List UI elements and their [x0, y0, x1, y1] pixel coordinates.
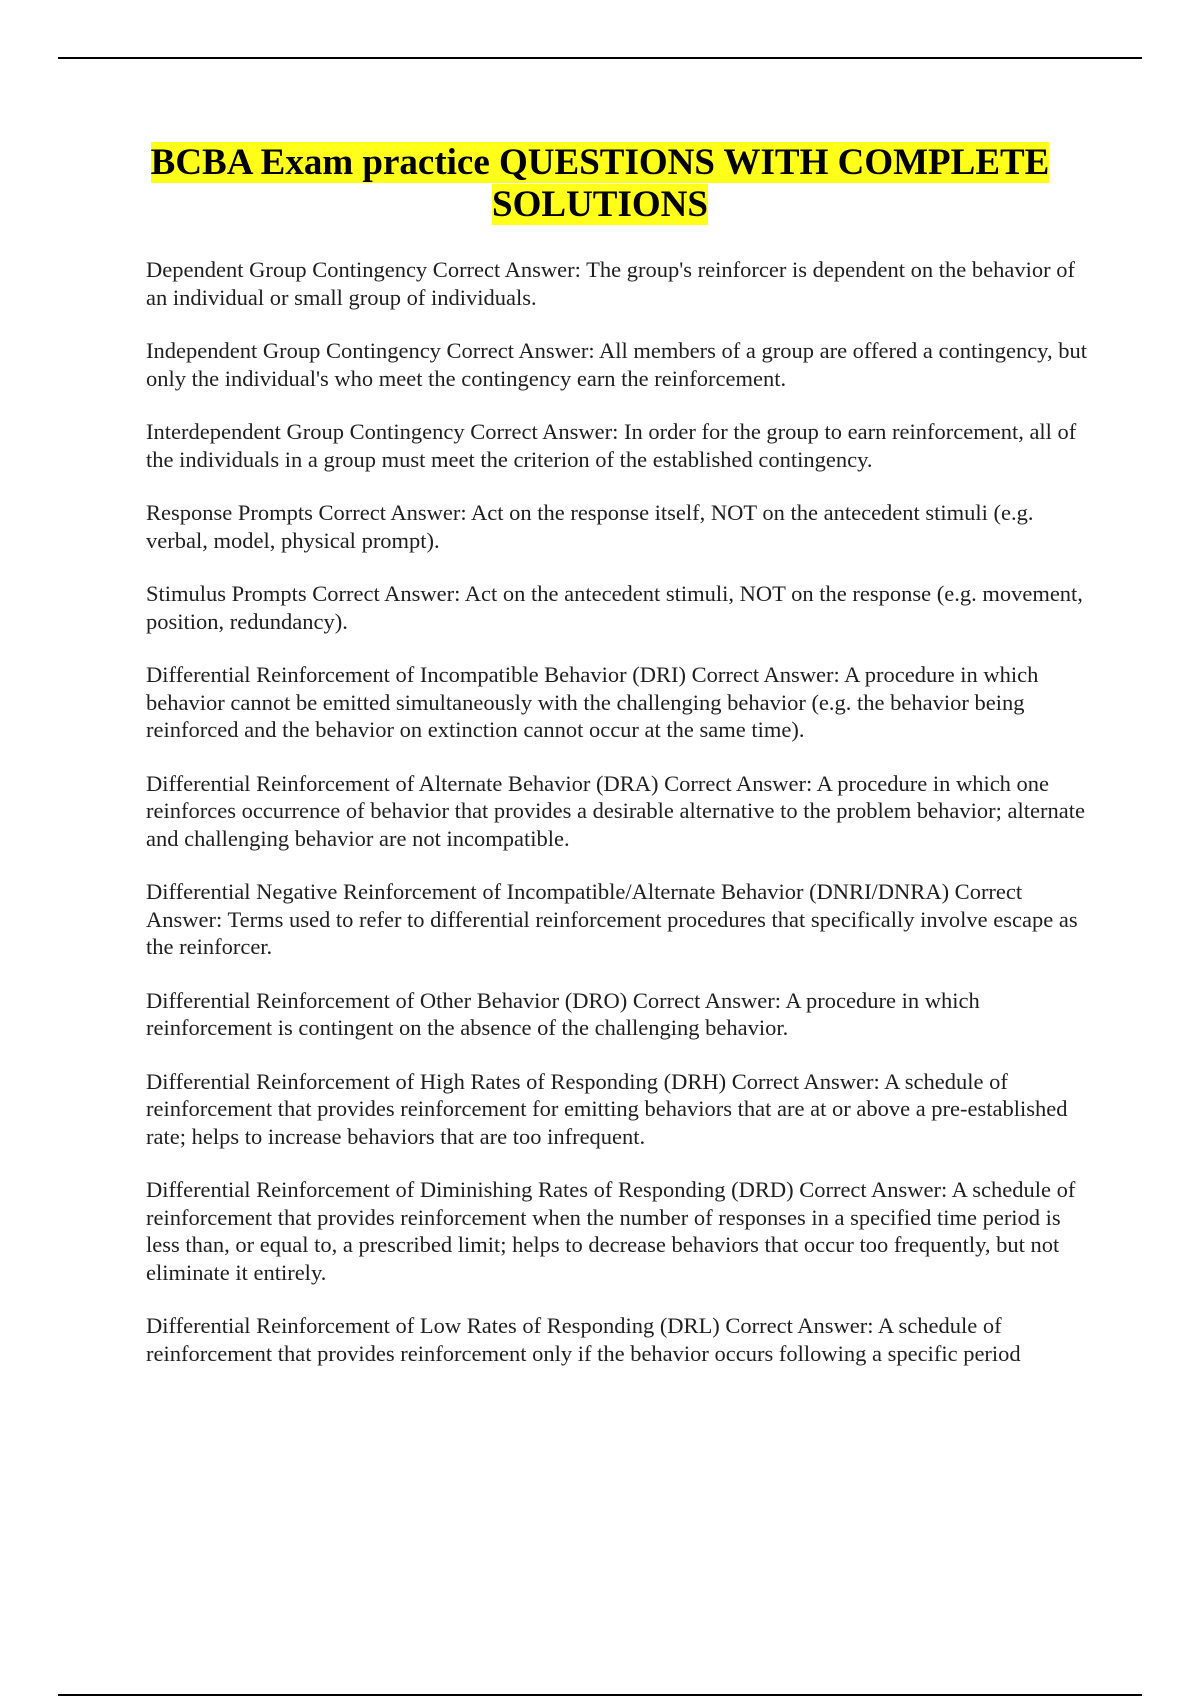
entry-dro: Differential Reinforcement of Other Behavior (DRO) Correct Answer: A procedure in which reinforcement is contingent on the absence of the challenging behavior.: [146, 987, 980, 1040]
bottom-rule: [58, 1694, 1142, 1696]
entry-drl: Differential Reinforcement of Low Rates of Responding (DRL) Correct Answer: A schedule of reinforcement that provides reinforcement only if the behavior occurs following a specific period: [146, 1313, 1021, 1366]
page-title: [100, 142, 1100, 226]
entry-dra: Differential Reinforcement of Alternate Behavior (DRA) Correct Answer: A procedure in which one reinforces occurrence of behavior that provides a desirable alternative to the problem behavior; alternate and challenging behavior are not incompatible.: [146, 770, 1085, 851]
entry-stimulus-prompts: Stimulus Prompts Correct Answer: Act on the antecedent stimuli, NOT on the response (e.g. movement, position, redundancy).: [146, 581, 1083, 634]
entry-interdependent-group-contingency: Interdependent Group Contingency Correct Answer: In order for the group to earn reinforcement, all of the individuals in a group must meet the criterion of the established contingency.: [146, 419, 1077, 472]
title-block: [100, 142, 1100, 226]
entry-drd: Differential Reinforcement of Diminishing Rates of Responding (DRD) Correct Answer: A schedule of reinforcement that provides reinforcement when the number of responses in a specified time period is less than, or equal to, a prescribed limit; helps to decrease behaviors that occur too frequently, but not eliminate it entirely.: [146, 1177, 1076, 1285]
page-title-highlight: BCBA Exam practice QUESTIONS WITH COMPLETE SOLUTIONS: [150, 142, 1050, 225]
entry-dri: Differential Reinforcement of Incompatible Behavior (DRI) Correct Answer: A procedure in which behavior cannot be emitted simultaneously with the challenging behavior (e.g. the behavior being reinforced and the behavior on extinction cannot occur at the same time).: [146, 662, 1039, 742]
entry-list: [146, 256, 1092, 1393]
entry-response-prompts: Response Prompts Correct Answer: Act on the response itself, NOT on the antecedent stimuli (e.g. verbal, model, physical prompt).: [146, 500, 1034, 553]
entry-dependent-group-contingency: Dependent Group Contingency Correct Answer: The group's reinforcer is dependent on the behavior of an individual or small group of individuals.: [146, 257, 1075, 310]
top-rule: [58, 57, 1142, 59]
entry-independent-group-contingency: Independent Group Contingency Correct Answer: All members of a group are offered a contingency, but only the individual's who meet the contingency earn the reinforcement.: [146, 338, 1087, 391]
entry-drh: Differential Reinforcement of High Rates of Responding (DRH) Correct Answer: A schedule of reinforcement that provides reinforcement for emitting behaviors that are at or above a pre-established rate; helps to increase behaviors that are too infrequent.: [146, 1068, 1068, 1149]
entry-dnri-dnra: Differential Negative Reinforcement of Incompatible/Alternate Behavior (DNRI/DNRA) Correct Answer: Terms used to refer to differential reinforcement procedures that specifically involve escape as the reinforcer.: [146, 879, 1078, 959]
